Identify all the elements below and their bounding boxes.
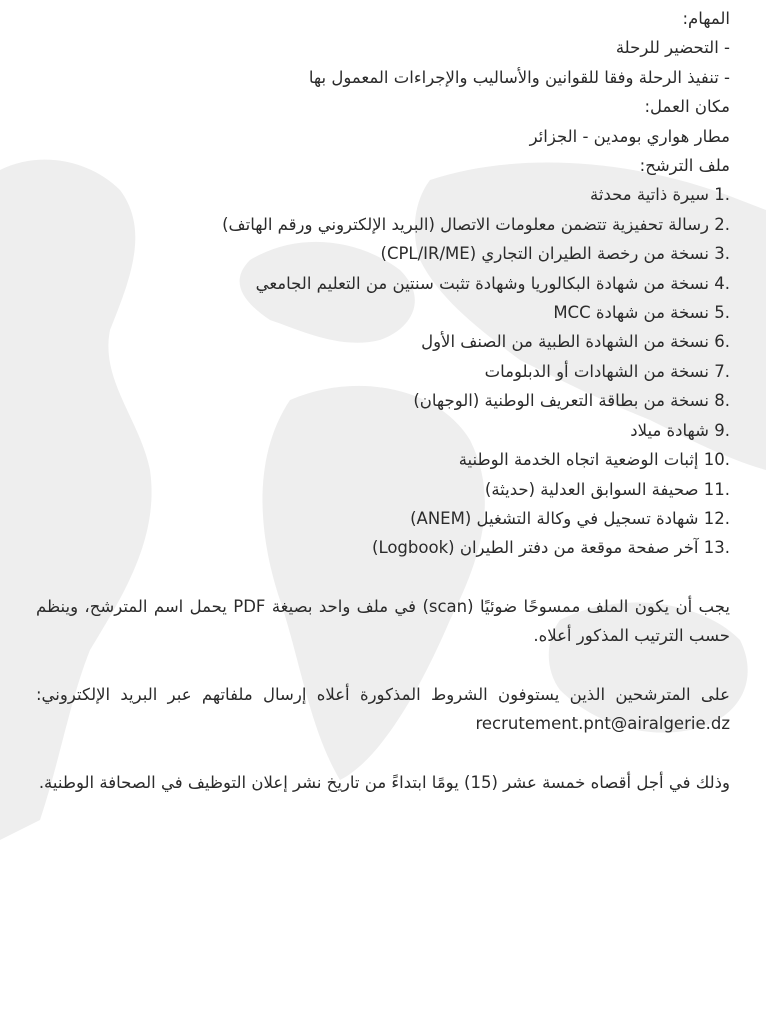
item-number: 12.: [703, 508, 730, 528]
list-item: [36, 239, 730, 268]
list-item: [36, 475, 730, 504]
item-text: شهادة تسجيل في وكالة التشغيل (ANEM): [410, 508, 699, 528]
list-item: [36, 327, 730, 356]
item-number: 10.: [703, 450, 730, 470]
item-number: 9.: [714, 420, 730, 440]
item-number: 6.: [714, 332, 730, 352]
item-number: 2.: [714, 214, 730, 234]
item-text: رسالة تحفيزية تتضمن معلومات الاتصال (البريد الإلكتروني ورقم الهاتف): [222, 214, 709, 234]
item-number: 11.: [703, 479, 730, 499]
task-item: - تنفيذ الرحلة وفقا للقوانين والأساليب والإجراءات المعمول بها: [308, 67, 730, 87]
list-item: [36, 357, 730, 386]
application-file-heading: ملف الترشح:: [639, 156, 730, 176]
item-text: آخر صفحة موقعة من دفتر الطيران (Logbook): [372, 538, 699, 558]
item-number: 13.: [703, 538, 730, 558]
item-text: نسخة من شهادة البكالوريا وشهادة تثبت سنتين من التعليم الجامعي: [255, 273, 709, 293]
workplace-heading: مكان العمل:: [644, 97, 730, 117]
list-item: [36, 533, 730, 562]
deadline-paragraph: وذلك في أجل أقصاه خمسة عشر (15) يومًا ابتداءً من تاريخ نشر إعلان التوظيف في الصحافة الوطنية.: [38, 772, 730, 792]
job-announcement: [36, 4, 730, 814]
scan-requirement-paragraph: يجب أن يكون الملف ممسوحًا ضوئيًا (scan) في ملف واحد بصيغة PDF يحمل اسم المترشح، وينظم حسب الترتيب المذكور أعلاه.: [36, 596, 731, 646]
item-text: نسخة من الشهادات أو الدبلومات: [484, 361, 709, 381]
list-item: [36, 210, 730, 239]
item-text: صحيفة السوابق العدلية (حديثة): [484, 479, 699, 499]
item-text: إثبات الوضعية اتجاه الخدمة الوطنية: [458, 450, 699, 470]
workplace-value: مطار هواري بومدين - الجزائر: [529, 126, 730, 146]
item-text: نسخة من شهادة MCC: [553, 303, 709, 323]
item-text: نسخة من الشهادة الطبية من الصنف الأول: [421, 332, 709, 352]
list-item: [36, 386, 730, 415]
task-item: - التحضير للرحلة: [615, 38, 730, 58]
item-number: 4.: [714, 273, 730, 293]
email-submission-paragraph: على المترشحين الذين يستوفون الشروط المذكورة أعلاه إرسال ملفاتهم عبر البريد الإلكتروني: recrutement.pnt@airalgerie.dz: [36, 684, 730, 734]
item-text: نسخة من رخصة الطيران التجاري (CPL/IR/ME): [380, 244, 709, 264]
item-text: نسخة من بطاقة التعريف الوطنية (الوجهان): [413, 391, 709, 411]
item-number: 1.: [714, 185, 730, 205]
list-item: [36, 298, 730, 327]
tasks-heading: المهام:: [682, 9, 730, 28]
application-file-list: [36, 180, 730, 562]
item-number: 5.: [714, 303, 730, 323]
list-item: [36, 416, 730, 445]
list-item: [36, 445, 730, 474]
list-item: [36, 504, 730, 533]
item-number: 3.: [714, 244, 730, 264]
item-text: سيرة ذاتية محدثة: [590, 185, 709, 205]
list-item: [36, 269, 730, 298]
item-text: شهادة ميلاد: [630, 420, 709, 440]
item-number: 8.: [714, 391, 730, 411]
item-number: 7.: [714, 361, 730, 381]
list-item: [36, 180, 730, 209]
